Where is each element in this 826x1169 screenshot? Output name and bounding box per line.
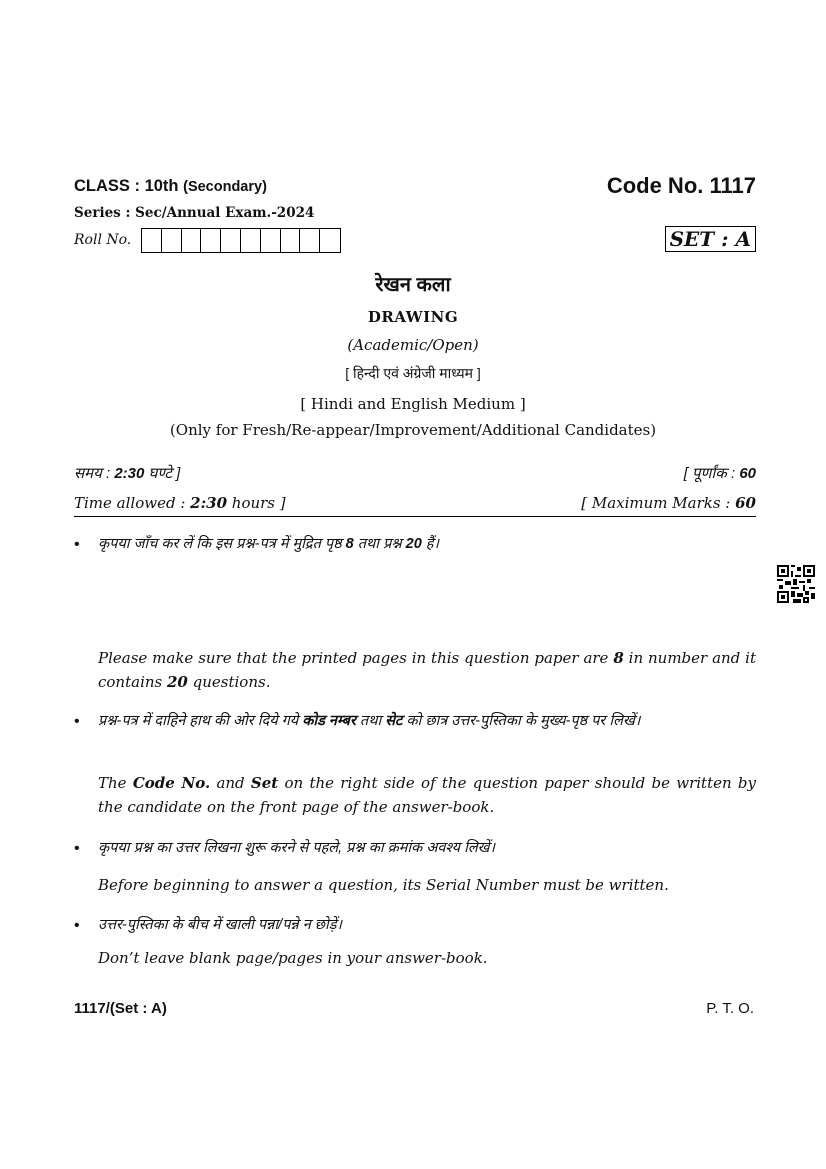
- marks-english: [ Maximum Marks : 60: [581, 494, 756, 512]
- bullet-icon: •: [74, 840, 80, 857]
- roll-number-box: [281, 229, 301, 252]
- class-text: CLASS : 10th: [74, 177, 179, 195]
- marks-hindi: [ पूर्णांक : 60: [683, 465, 756, 482]
- medium-hindi: [ हिन्दी एवं अंग्रेजी माध्यम ]: [345, 365, 481, 381]
- series-label: Series : Sec/Annual Exam.-2024: [74, 205, 315, 221]
- time-english: Time allowed : 2:30 hours ]: [74, 494, 286, 512]
- class-sub-text: (Secondary): [183, 179, 267, 195]
- instruction-2-hindi: प्रश्न-पत्र में दाहिने हाथ की ओर दिये गये कोड नम्बर तथा सेट को छात्र उत्तर-पुस्तिका के मुख्य-पृष्ठ पर लिखें।: [98, 713, 641, 729]
- roll-number-box: [320, 229, 340, 252]
- roll-number-box: [300, 229, 320, 252]
- instruction-4-hindi: उत्तर-पुस्तिका के बीच में खाली पन्ना/पन्ने न छोड़ें।: [98, 917, 342, 933]
- bullet-icon: •: [74, 536, 80, 553]
- roll-number-box: [162, 229, 182, 252]
- roll-number-box: [241, 229, 261, 252]
- footer-pto: P. T. O.: [706, 1000, 754, 1017]
- instruction-4-english: Don’t leave blank page/pages in your answer-book.: [98, 949, 488, 967]
- roll-number-label: Roll No.: [74, 232, 132, 248]
- medium-english: [ Hindi and English Medium ]: [300, 395, 526, 413]
- class-label: [74, 177, 267, 196]
- roll-number-box: [182, 229, 202, 252]
- bullet-icon: •: [74, 713, 80, 730]
- instruction-1-english: Please make sure that the printed pages in this question paper are 8 in number and it contains 20 questions.: [98, 649, 756, 691]
- roll-number-box: [221, 229, 241, 252]
- time-marks-hindi: [74, 463, 756, 483]
- hindi-title: रेखन कला: [375, 274, 451, 296]
- roll-number-box: [261, 229, 281, 252]
- bullet-icon: •: [74, 917, 80, 934]
- qr-code-icon: [777, 565, 815, 603]
- time-marks-english: [74, 494, 756, 512]
- code-number: Code No. 1117: [606, 173, 756, 198]
- mode-label: (Academic/Open): [347, 336, 479, 354]
- roll-number-boxes: [141, 228, 341, 253]
- instruction-1-hindi: कृपया जाँच कर लें कि इस प्रश्न-पत्र में मुद्रित पृष्ठ 8 तथा प्रश्न 20 हैं।: [98, 536, 439, 552]
- roll-number-box: [142, 229, 162, 252]
- instruction-2-english: The Code No. and Set on the right side of the question paper should be written by the candidate on the front page of the answer-book.: [98, 774, 756, 816]
- instruction-3-english: Before beginning to answer a question, its Serial Number must be written.: [98, 876, 669, 894]
- footer-code: 1117/(Set : A): [74, 1000, 167, 1017]
- roll-number-box: [201, 229, 221, 252]
- instruction-3-hindi: कृपया प्रश्न का उत्तर लिखना शुरू करने से पहले, प्रश्न का क्रमांक अवश्य लिखें।: [98, 840, 496, 856]
- subject-title: DRAWING: [367, 308, 459, 326]
- time-hindi: समय : 2:30 घण्टे ]: [74, 465, 181, 482]
- candidates-note: (Only for Fresh/Re-appear/Improvement/Additional Candidates): [169, 421, 657, 439]
- divider: [74, 516, 756, 517]
- set-badge: SET : A: [665, 226, 756, 252]
